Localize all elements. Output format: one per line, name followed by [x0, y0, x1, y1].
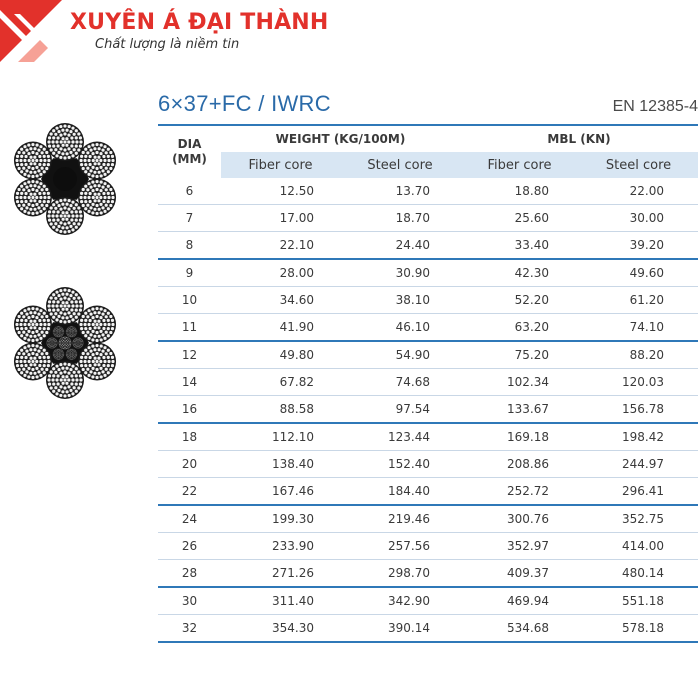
mbl-fiber-core-header: Fiber core	[460, 152, 579, 179]
cell-mbl-fiber-core: 102.34	[460, 369, 579, 396]
cell-mbl-steel-core: 352.75	[579, 505, 698, 533]
cell-weight-fiber-core: 67.82	[221, 369, 340, 396]
cell-dia: 24	[158, 505, 221, 533]
table-row	[158, 451, 698, 478]
table-row	[158, 587, 698, 615]
cell-mbl-fiber-core: 534.68	[460, 615, 579, 643]
cell-weight-fiber-core: 88.58	[221, 396, 340, 424]
cell-weight-steel-core: 13.70	[340, 178, 460, 205]
mbl-steel-core-header: Steel core	[579, 152, 698, 179]
cell-weight-fiber-core: 112.10	[221, 423, 340, 451]
spec-table-body	[158, 178, 698, 642]
cell-dia: 8	[158, 232, 221, 260]
cell-mbl-steel-core: 74.10	[579, 314, 698, 342]
cell-mbl-fiber-core: 169.18	[460, 423, 579, 451]
cell-weight-fiber-core: 28.00	[221, 259, 340, 287]
cell-mbl-steel-core: 49.60	[579, 259, 698, 287]
cell-mbl-fiber-core: 33.40	[460, 232, 579, 260]
rope-steel-core-icon	[8, 286, 122, 400]
table-row	[158, 314, 698, 342]
cell-weight-fiber-core: 41.90	[221, 314, 340, 342]
cell-mbl-steel-core: 39.20	[579, 232, 698, 260]
cell-weight-steel-core: 342.90	[340, 587, 460, 615]
cell-mbl-steel-core: 61.20	[579, 287, 698, 314]
cell-mbl-fiber-core: 208.86	[460, 451, 579, 478]
table-row	[158, 287, 698, 314]
table-row	[158, 533, 698, 560]
cell-mbl-steel-core: 198.42	[579, 423, 698, 451]
weight-fiber-core-header: Fiber core	[221, 152, 340, 179]
cell-mbl-steel-core: 551.18	[579, 587, 698, 615]
cell-weight-fiber-core: 34.60	[221, 287, 340, 314]
cell-weight-fiber-core: 233.90	[221, 533, 340, 560]
cell-dia: 11	[158, 314, 221, 342]
table-row	[158, 369, 698, 396]
product-title: 6×37+FC / IWRC	[158, 91, 331, 116]
table-row	[158, 396, 698, 424]
cell-weight-steel-core: 74.68	[340, 369, 460, 396]
cell-dia: 22	[158, 478, 221, 506]
table-row	[158, 178, 698, 205]
cell-mbl-steel-core: 30.00	[579, 205, 698, 232]
table-row	[158, 232, 698, 260]
table-row	[158, 259, 698, 287]
cell-dia: 28	[158, 560, 221, 588]
table-row	[158, 341, 698, 369]
dia-header	[158, 125, 221, 178]
cell-dia: 6	[158, 178, 221, 205]
cell-mbl-steel-core: 578.18	[579, 615, 698, 643]
cell-weight-steel-core: 390.14	[340, 615, 460, 643]
table-row	[158, 615, 698, 643]
cell-mbl-fiber-core: 133.67	[460, 396, 579, 424]
cell-weight-steel-core: 184.40	[340, 478, 460, 506]
cell-dia: 30	[158, 587, 221, 615]
cell-weight-steel-core: 18.70	[340, 205, 460, 232]
cell-weight-fiber-core: 12.50	[221, 178, 340, 205]
cell-mbl-fiber-core: 300.76	[460, 505, 579, 533]
table-row	[158, 423, 698, 451]
cell-dia: 20	[158, 451, 221, 478]
cell-mbl-fiber-core: 25.60	[460, 205, 579, 232]
cell-weight-fiber-core: 167.46	[221, 478, 340, 506]
cell-mbl-steel-core: 480.14	[579, 560, 698, 588]
cell-dia: 12	[158, 341, 221, 369]
table-row	[158, 205, 698, 232]
cell-weight-steel-core: 46.10	[340, 314, 460, 342]
cell-weight-fiber-core: 22.10	[221, 232, 340, 260]
cell-mbl-fiber-core: 75.20	[460, 341, 579, 369]
weight-group-header: WEIGHT (KG/100M)	[221, 125, 460, 152]
cell-mbl-fiber-core: 469.94	[460, 587, 579, 615]
spec-table	[158, 124, 698, 643]
dia-header-label: DIA	[177, 137, 202, 151]
weight-steel-core-header: Steel core	[340, 152, 460, 179]
cell-weight-steel-core: 298.70	[340, 560, 460, 588]
cell-weight-fiber-core: 354.30	[221, 615, 340, 643]
dia-header-unit: (MM)	[172, 152, 207, 166]
cell-weight-fiber-core: 199.30	[221, 505, 340, 533]
table-row	[158, 505, 698, 533]
brand-logo-icon	[0, 0, 62, 62]
cell-mbl-steel-core: 244.97	[579, 451, 698, 478]
cell-mbl-fiber-core: 42.30	[460, 259, 579, 287]
table-row	[158, 478, 698, 506]
cell-mbl-steel-core: 120.03	[579, 369, 698, 396]
cell-mbl-steel-core: 22.00	[579, 178, 698, 205]
cell-dia: 14	[158, 369, 221, 396]
cell-mbl-steel-core: 414.00	[579, 533, 698, 560]
cell-weight-fiber-core: 271.26	[221, 560, 340, 588]
cell-weight-steel-core: 24.40	[340, 232, 460, 260]
cell-weight-steel-core: 30.90	[340, 259, 460, 287]
cell-weight-steel-core: 219.46	[340, 505, 460, 533]
cell-dia: 10	[158, 287, 221, 314]
cell-dia: 18	[158, 423, 221, 451]
cell-weight-steel-core: 97.54	[340, 396, 460, 424]
cell-weight-steel-core: 257.56	[340, 533, 460, 560]
cell-mbl-steel-core: 156.78	[579, 396, 698, 424]
cell-dia: 9	[158, 259, 221, 287]
cell-weight-steel-core: 152.40	[340, 451, 460, 478]
rope-fiber-core-icon	[8, 122, 122, 236]
cell-mbl-fiber-core: 63.20	[460, 314, 579, 342]
cell-dia: 7	[158, 205, 221, 232]
cell-mbl-fiber-core: 52.20	[460, 287, 579, 314]
cell-mbl-fiber-core: 252.72	[460, 478, 579, 506]
cell-mbl-steel-core: 88.20	[579, 341, 698, 369]
cell-weight-steel-core: 38.10	[340, 287, 460, 314]
cell-dia: 26	[158, 533, 221, 560]
cell-weight-fiber-core: 49.80	[221, 341, 340, 369]
table-row	[158, 560, 698, 588]
brand-slogan: Chất lượng là niềm tin	[95, 37, 240, 52]
cell-dia: 32	[158, 615, 221, 643]
cell-dia: 16	[158, 396, 221, 424]
mbl-group-header: MBL (KN)	[460, 125, 698, 152]
cell-weight-steel-core: 54.90	[340, 341, 460, 369]
cell-weight-fiber-core: 138.40	[221, 451, 340, 478]
brand-name: XUYÊN Á ĐẠI THÀNH	[70, 10, 329, 35]
cell-mbl-fiber-core: 409.37	[460, 560, 579, 588]
cell-weight-steel-core: 123.44	[340, 423, 460, 451]
cell-weight-fiber-core: 311.40	[221, 587, 340, 615]
cell-weight-fiber-core: 17.00	[221, 205, 340, 232]
cell-mbl-steel-core: 296.41	[579, 478, 698, 506]
cell-mbl-fiber-core: 352.97	[460, 533, 579, 560]
standard-code: EN 12385-4	[612, 98, 698, 115]
cell-mbl-fiber-core: 18.80	[460, 178, 579, 205]
